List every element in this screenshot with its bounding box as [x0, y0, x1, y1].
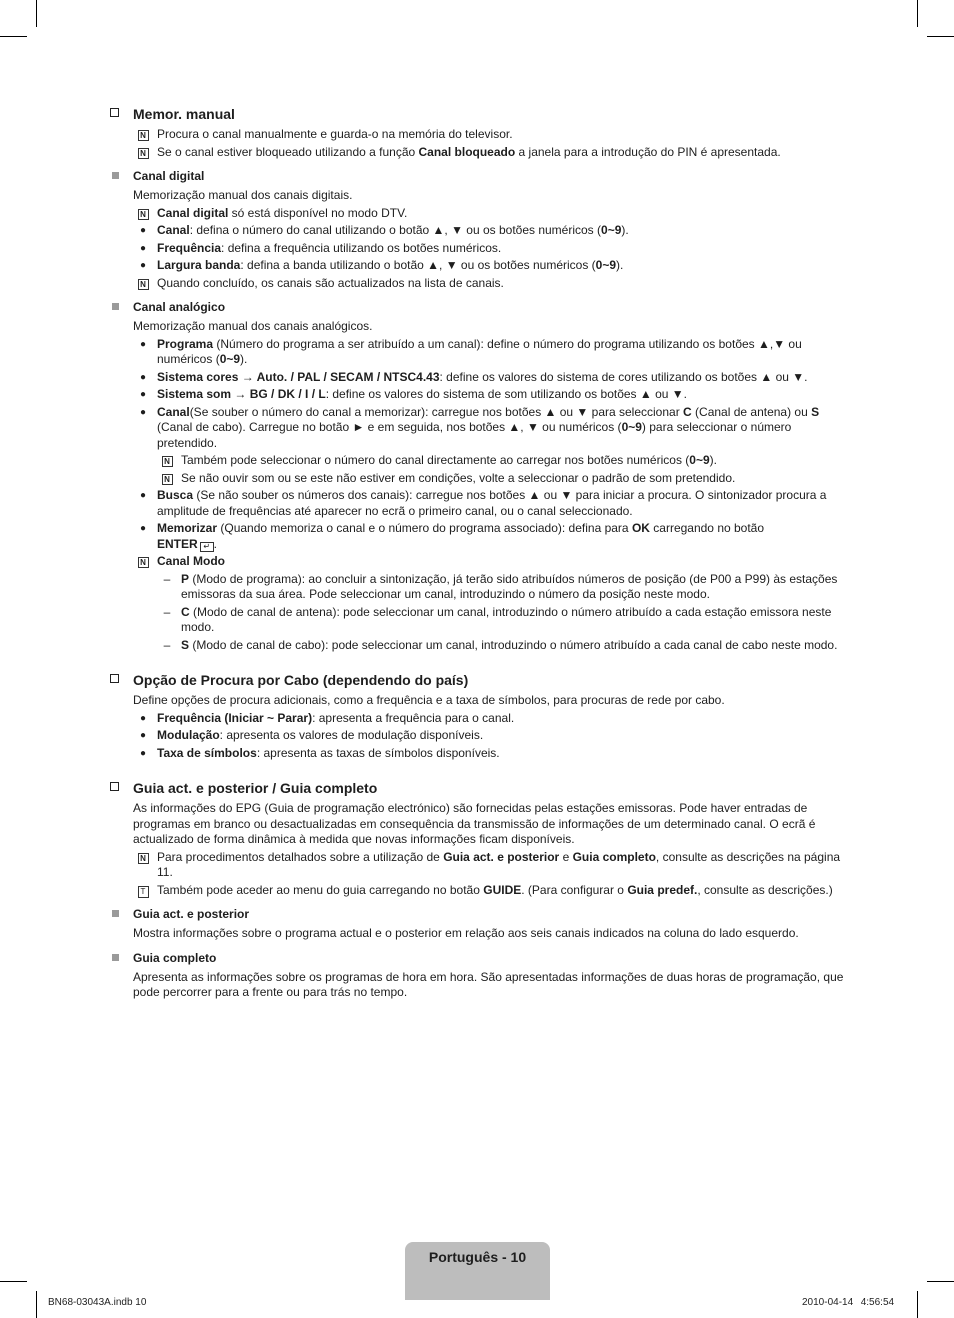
- note-item: N Procura o canal manualmente e guarda-o na memória do televisor.: [110, 127, 850, 143]
- dash-icon: –: [163, 571, 171, 586]
- note-icon: N: [138, 557, 149, 568]
- bullet-item: ● Taxa de símbolos: apresenta as taxas de símbolos disponíveis.: [110, 746, 850, 762]
- bullet-icon: ●: [139, 523, 147, 534]
- note-item: N Para procedimentos detalhados sobre a utilização de Guia act. e posterior e Guia completo, consulte as descrições na página 11.: [110, 850, 850, 881]
- subsection-title-canal-digital: Canal digital: [110, 168, 850, 184]
- imprint-file: BN68-03043A.indb 10: [48, 1297, 147, 1308]
- bullet-icon: ●: [139, 490, 147, 501]
- bullet-icon: ●: [139, 242, 147, 254]
- bullet-item: ● Canal(Se souber o número do canal a memorizar): carregue nos botões ▲ ou ▼ para seleccionar C (Canal de antena) ou S (Canal de cabo). Carregue no botão ► e em seguida, nos botões ▲, ▼ ou numéricos (0~9) para seleccionar o número pretendido.: [110, 405, 850, 452]
- note-item: N Se não ouvir som ou se este não estiver em condições, volte a seleccionar o padrão de som pretendido.: [110, 471, 850, 487]
- note-icon: N: [162, 474, 173, 485]
- section-title-memor-manual: Memor. manual: [110, 105, 850, 123]
- bullet-icon: ●: [139, 260, 147, 271]
- page-number-tab: [405, 1242, 550, 1300]
- bullet-item: ● Largura banda: defina a banda utilizando o botão ▲, ▼ ou os botões numéricos (0~9).: [110, 258, 850, 274]
- checkbox-square-icon: [110, 782, 119, 791]
- bullet-icon: ●: [139, 389, 147, 400]
- enter-icon: ↵: [200, 542, 214, 552]
- bullet-item: ● Programa (Número do programa a ser atribuído a um canal): define o número do programa utilizando os botões ▲,▼ ou numéricos (0~9).: [110, 337, 850, 368]
- dash-item: – C (Modo de canal de antena): pode seleccionar um canal, introduzindo o número atribuído a cada estação emissora neste modo.: [110, 605, 850, 636]
- bullet-icon: ●: [139, 406, 147, 418]
- section-title-guide: Guia act. e posterior / Guia completo: [110, 779, 850, 797]
- bullet-icon: ●: [139, 730, 147, 741]
- bullet-item: ● Canal: defina o número do canal utilizando o botão ▲, ▼ ou os botões numéricos (0~9).: [110, 223, 850, 239]
- note-item: N Canal Modo: [110, 554, 850, 570]
- note-icon: N: [138, 853, 149, 864]
- imprint-timestamp: 2010-04-14 4:56:54: [802, 1297, 895, 1308]
- checkbox-square-icon: [110, 108, 119, 117]
- bullet-icon: ●: [139, 712, 147, 724]
- bullet-item: ● Busca (Se não souber os números dos canais): carregue nos botões ▲ ou ▼ para iniciar a procura. O sintonizador procura a amplitude de frequências até aparecer no ecrã o primeiro canal, ou o canal seleccionado.: [110, 488, 850, 519]
- checkbox-square-icon: [110, 674, 119, 683]
- bullet-item: ● Memorizar (Quando memoriza o canal e o número do programa associado): defina para OK carregando no botão ENTER ↵ .: [110, 521, 850, 552]
- subsection-title-canal-analogico: Canal analógico: [110, 299, 850, 315]
- paragraph: Memorização manual dos canais analógicos.: [133, 319, 373, 333]
- dash-icon: –: [163, 637, 171, 652]
- bullet-item: ● Sistema som → BG / DK / I / L: define os valores do sistema de som utilizando os botões ▲ ou ▼.: [110, 387, 850, 403]
- bullet-item: ● Frequência: defina a frequência utilizando os botões numéricos.: [110, 241, 850, 257]
- note-icon: N: [138, 148, 149, 159]
- subsection-title-guia-act: Guia act. e posterior: [110, 906, 850, 922]
- crop-mark: [917, 0, 918, 27]
- note-item: N Se o canal estiver bloqueado utilizando a função Canal bloqueado a janela para a introdução do PIN é apresentada.: [110, 145, 850, 161]
- note-icon: N: [138, 209, 149, 220]
- crop-mark: [36, 0, 37, 27]
- note-item: N Canal digital só está disponível no modo DTV.: [110, 206, 850, 222]
- crop-mark: [0, 1281, 27, 1282]
- crop-mark: [0, 36, 27, 37]
- paragraph: Memorização manual dos canais digitais.: [133, 188, 353, 202]
- paragraph: As informações do EPG (Guia de programação electrónico) são fornecidas pelas estações emissoras. Pode haver entradas de programas em branco ou desactualizadas em consequência da transmissão de informações de um determinado canal. O ecrã é actualizado de forma dinâmica à medida que novas informações ficam disponíveis.: [133, 801, 816, 846]
- note-icon: N: [162, 456, 173, 467]
- paragraph: Define opções de procura adicionais, como a frequência e a taxa de símbolos, para procuras de rede por cabo.: [133, 693, 725, 707]
- bullet-item: ● Modulação: apresenta os valores de modulação disponíveis.: [110, 728, 850, 744]
- bullet-icon: ●: [139, 371, 147, 383]
- bullet-icon: ●: [139, 747, 147, 759]
- crop-mark: [36, 1291, 37, 1318]
- note-item: N Quando concluído, os canais são actualizados na lista de canais.: [110, 276, 850, 292]
- crop-mark: [917, 1291, 918, 1318]
- note-icon: N: [138, 279, 149, 290]
- dash-item: – S (Modo de canal de cabo): pode seleccionar um canal, introduzindo o número atribuído a cada canal de cabo neste modo.: [110, 638, 850, 654]
- crop-mark: [927, 1281, 954, 1282]
- bullet-icon: ●: [139, 338, 147, 350]
- tip-item: T Também pode aceder ao menu do guia carregando no botão GUIDE. (Para configurar o Guia predef., consulte as descrições.): [110, 883, 850, 899]
- paragraph: Mostra informações sobre o programa actual e o posterior em relação aos seis canais indicados na coluna do lado esquerdo.: [133, 926, 799, 940]
- gray-square-icon: [112, 172, 119, 179]
- gray-square-icon: [112, 303, 119, 310]
- dash-item: – P (Modo de programa): ao concluir a sintonização, já terão sido atribuídos números de posição (de P00 a P99) às estações emissoras da sua área. Pode seleccionar um canal, introduzindo o número da posição neste modo.: [110, 572, 850, 603]
- gray-square-icon: [112, 954, 119, 961]
- page-label: Português - 10: [428, 1249, 527, 1265]
- tip-icon: T: [138, 886, 149, 898]
- note-item: N Também pode seleccionar o número do canal directamente ao carregar nos botões numéricos (0~9).: [110, 453, 850, 469]
- bullet-item: ● Sistema cores → Auto. / PAL / SECAM / NTSC4.43: define os valores do sistema de cores utilizando os botões ▲ ou ▼.: [110, 370, 850, 386]
- section-title-cable-search: Opção de Procura por Cabo (dependendo do país): [110, 671, 850, 689]
- bullet-item: ● Frequência (Iniciar ~ Parar): apresenta a frequência para o canal.: [110, 711, 850, 727]
- subsection-title-guia-completo: Guia completo: [110, 950, 850, 966]
- gray-square-icon: [112, 910, 119, 917]
- manual-content: [110, 105, 850, 1003]
- bullet-icon: ●: [139, 225, 147, 236]
- crop-mark: [927, 36, 954, 37]
- paragraph: Apresenta as informações sobre os programas de hora em hora. São apresentadas informações de duas horas de programação, que pode percorrer para a frente ou para trás no tempo.: [133, 969, 844, 999]
- dash-icon: –: [163, 604, 171, 619]
- note-icon: N: [138, 130, 149, 141]
